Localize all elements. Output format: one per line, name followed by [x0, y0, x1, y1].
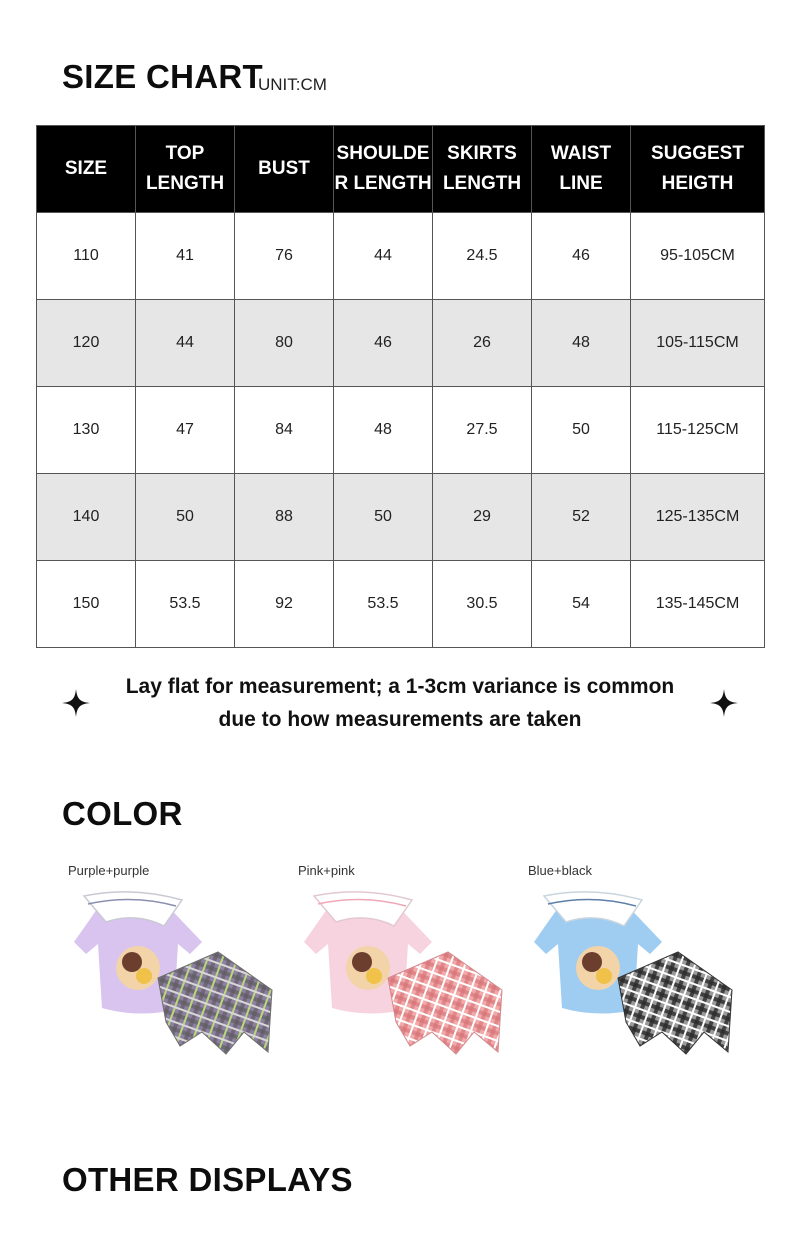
table-cell: 44	[334, 213, 433, 300]
table-cell: 41	[136, 213, 235, 300]
table-cell: 50	[334, 474, 433, 561]
table-cell: 47	[136, 387, 235, 474]
table-cell: 48	[334, 387, 433, 474]
note-line-2: due to how measurements are taken	[218, 708, 582, 731]
header-bust: BUST	[235, 126, 334, 213]
unit-label: UNIT:CM	[258, 75, 327, 94]
color-option-pink[interactable]	[292, 860, 512, 1060]
table-row	[37, 387, 765, 474]
size-chart-title: SIZE CHART	[62, 58, 263, 95]
color-option-blue[interactable]	[522, 860, 742, 1060]
table-cell: 30.5	[433, 561, 532, 648]
table-cell: 24.5	[433, 213, 532, 300]
table-cell: 95-105CM	[631, 213, 765, 300]
color-option-label: Pink+pink	[298, 863, 355, 878]
table-cell: 88	[235, 474, 334, 561]
table-cell: 76	[235, 213, 334, 300]
note-line-1: Lay flat for measurement; a 1-3cm variance is common	[125, 675, 675, 698]
table-row	[37, 300, 765, 387]
color-option-purple[interactable]	[62, 860, 282, 1060]
table-cell: 53.5	[334, 561, 433, 648]
measurement-note	[100, 670, 700, 736]
header-shoulder-length: SHOULDE R LENGTH	[334, 126, 433, 213]
table-cell: 84	[235, 387, 334, 474]
table-cell: 54	[532, 561, 631, 648]
table-cell: 130	[37, 387, 136, 474]
table-cell: 92	[235, 561, 334, 648]
table-cell: 27.5	[433, 387, 532, 474]
table-header-row	[37, 126, 765, 213]
header-suggest-height: SUGGEST HEIGTH	[631, 126, 765, 213]
outfit-image	[292, 882, 512, 1060]
table-cell: 115-125CM	[631, 387, 765, 474]
table-cell: 50	[532, 387, 631, 474]
sparkle-icon	[710, 689, 738, 717]
table-cell: 52	[532, 474, 631, 561]
table-cell: 29	[433, 474, 532, 561]
table-cell: 50	[136, 474, 235, 561]
color-option-label: Purple+purple	[68, 863, 150, 878]
table-cell: 48	[532, 300, 631, 387]
table-cell: 135-145CM	[631, 561, 765, 648]
table-cell: 44	[136, 300, 235, 387]
table-cell: 26	[433, 300, 532, 387]
size-chart-table	[36, 125, 765, 648]
table-cell: 110	[37, 213, 136, 300]
outfit-image	[62, 882, 282, 1060]
table-row	[37, 213, 765, 300]
table-cell: 120	[37, 300, 136, 387]
table-cell: 140	[37, 474, 136, 561]
table-row	[37, 561, 765, 648]
table-cell: 125-135CM	[631, 474, 765, 561]
header-size: SIZE	[37, 126, 136, 213]
sparkle-icon	[62, 689, 90, 717]
table-cell: 80	[235, 300, 334, 387]
table-row	[37, 474, 765, 561]
other-displays-title: OTHER DISPLAYS	[62, 1161, 353, 1198]
header-waist-line: WAIST LINE	[532, 126, 631, 213]
color-title: COLOR	[62, 795, 183, 832]
table-cell: 105-115CM	[631, 300, 765, 387]
table-cell: 46	[334, 300, 433, 387]
table-cell: 53.5	[136, 561, 235, 648]
table-cell: 46	[532, 213, 631, 300]
outfit-image	[522, 882, 742, 1060]
color-option-label: Blue+black	[528, 863, 592, 878]
table-cell: 150	[37, 561, 136, 648]
header-top-length: TOP LENGTH	[136, 126, 235, 213]
header-skirts-length: SKIRTS LENGTH	[433, 126, 532, 213]
